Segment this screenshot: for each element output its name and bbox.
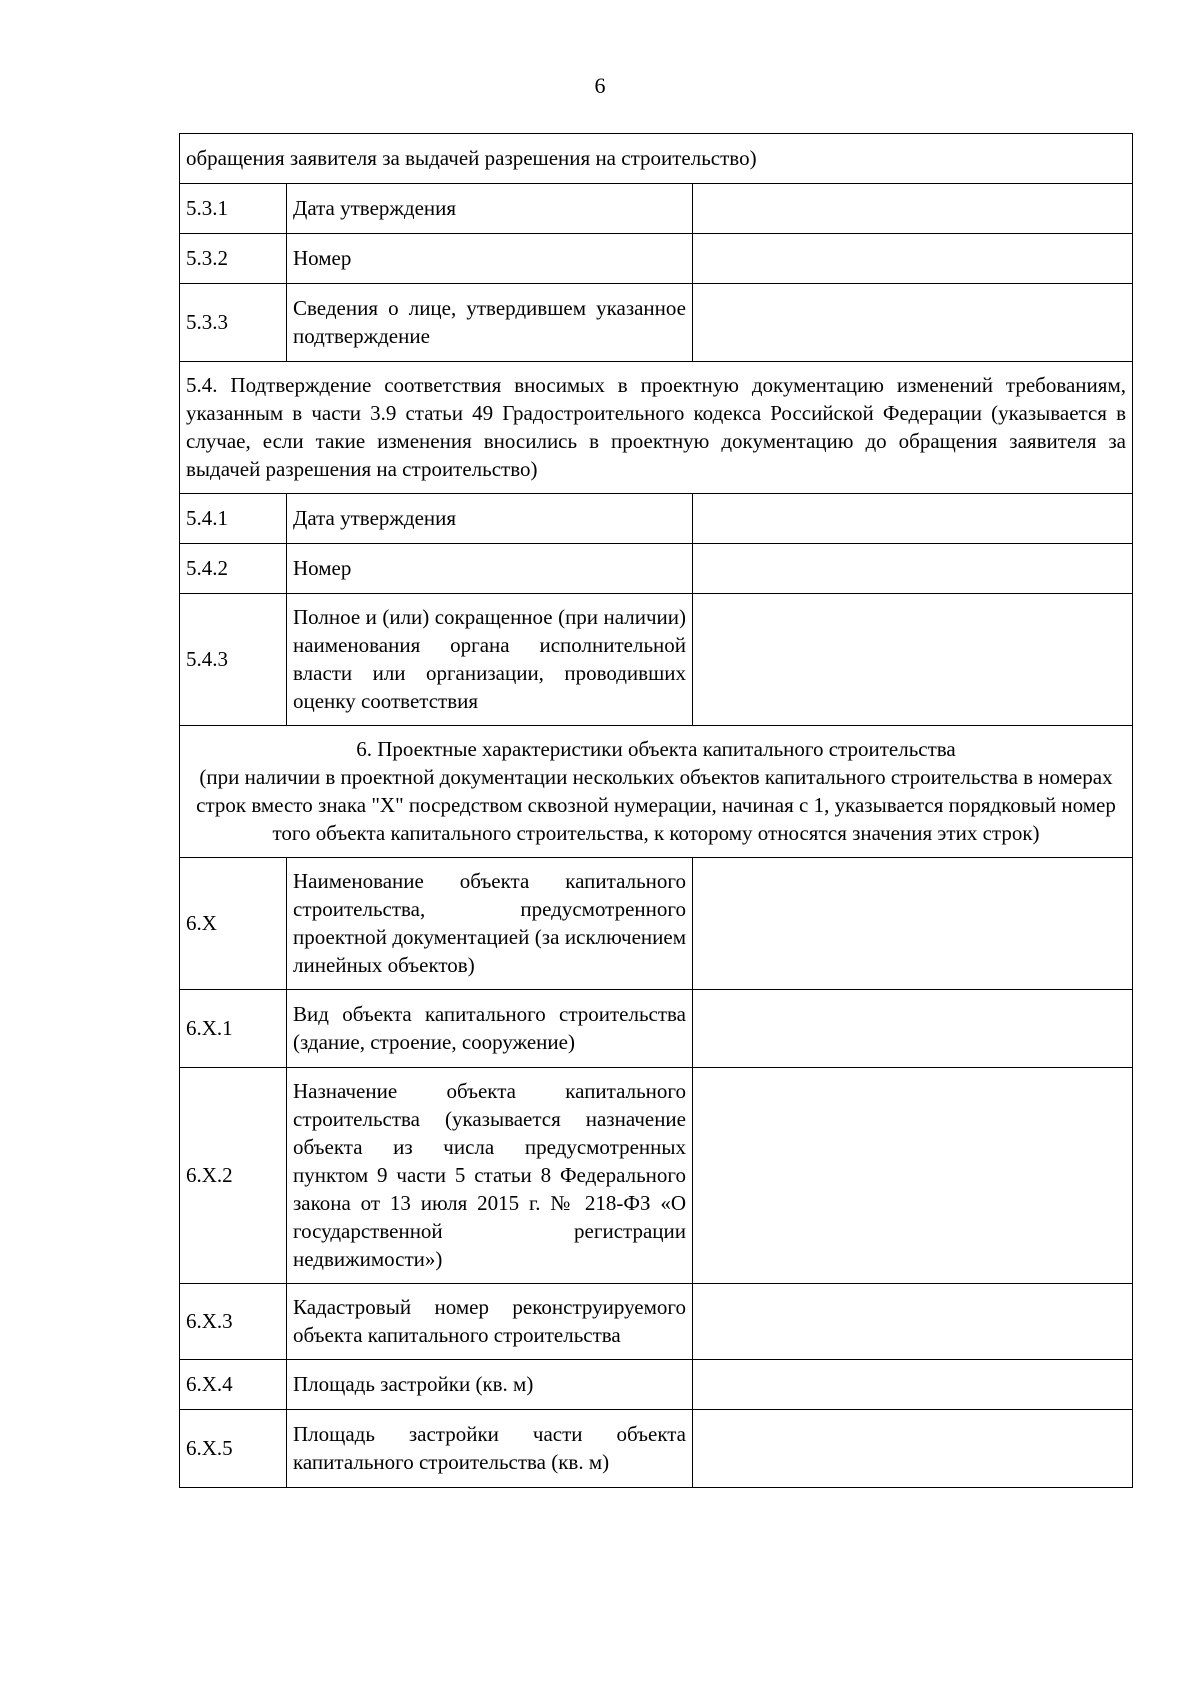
table-row — [180, 544, 1133, 594]
row-number: 6.X.1 — [180, 990, 287, 1068]
row-label: Полное и (или) сокращенное (при наличии) наименования органа исполнительной власти или организации, проводивших оценку соответствия — [287, 594, 693, 726]
row-value-cell[interactable] — [693, 234, 1133, 284]
page-number: 6 — [594, 73, 606, 98]
row-number: 6.X.4 — [180, 1360, 287, 1410]
table-row — [180, 990, 1133, 1068]
row-label: Сведения о лице, утвердившем указанное подтверждение — [287, 284, 693, 362]
table-row — [180, 494, 1133, 544]
table-row — [180, 858, 1133, 990]
table-row — [180, 234, 1133, 284]
row-label: Вид объекта капитального строительства (здание, строение, сооружение) — [287, 990, 693, 1068]
table-row — [180, 1068, 1133, 1284]
table-row — [180, 594, 1133, 726]
row-value-cell[interactable] — [693, 1360, 1133, 1410]
row-label: Номер — [287, 234, 693, 284]
row-label: Наименование объекта капитального строительства, предусмотренного проектной документацией (за исключением линейных объектов) — [287, 858, 693, 990]
row-number: 6.X.5 — [180, 1410, 287, 1488]
row-label: Кадастровый номер реконструируемого объекта капитального строительства — [287, 1284, 693, 1360]
section-6-heading — [180, 726, 1133, 858]
row-number: 5.4.3 — [180, 594, 287, 726]
row-value-cell[interactable] — [693, 1068, 1133, 1284]
row-number: 6.X.3 — [180, 1284, 287, 1360]
section-5-3-tail-text: обращения заявителя за выдачей разрешения на строительство) — [180, 134, 1133, 184]
row-value-cell[interactable] — [693, 1410, 1133, 1488]
row-number: 5.4.2 — [180, 544, 287, 594]
table-row — [180, 1410, 1133, 1488]
section-6-note: (при наличии в проектной документации нескольких объектов капитального строительства в номерах строк вместо знака "X" посредством сквозной нумерации, начиная с 1, указывается порядковый номер того объекта капитального строительства, к которому относятся значения этих строк) — [196, 765, 1116, 845]
row-label: Дата утверждения — [287, 494, 693, 544]
table-row — [180, 1360, 1133, 1410]
section-6-header-row — [180, 726, 1133, 858]
row-value-cell[interactable] — [693, 858, 1133, 990]
row-label: Номер — [287, 544, 693, 594]
row-number: 5.3.2 — [180, 234, 287, 284]
row-number: 6.X.2 — [180, 1068, 287, 1284]
section-5-4-heading: 5.4. Подтверждение соответствия вносимых в проектную документацию изменений требованиям, указанным в части 3.9 статьи 49 Градостроительного кодекса Российской Федерации (указывается в случае, если такие изменения вносились в проектную документацию до обращения заявителя за выдачей разрешения на строительство) — [180, 362, 1133, 494]
table-row — [180, 284, 1133, 362]
row-label: Дата утверждения — [287, 184, 693, 234]
row-number: 5.3.1 — [180, 184, 287, 234]
row-value-cell[interactable] — [693, 594, 1133, 726]
row-value-cell[interactable] — [693, 1284, 1133, 1360]
row-value-cell[interactable] — [693, 284, 1133, 362]
section-5-3-tail-row — [180, 134, 1133, 184]
permit-application-table — [179, 133, 1133, 1488]
row-number: 5.3.3 — [180, 284, 287, 362]
row-number: 6.X — [180, 858, 287, 990]
row-label: Назначение объекта капитального строительства (указывается назначение объекта из числа предусмотренных пунктом 9 части 5 статьи 8 Федерального закона от 13 июля 2015 г. № 218-ФЗ «О государственной регистрации недвижимости») — [287, 1068, 693, 1284]
table-row — [180, 184, 1133, 234]
section-5-4-header-row — [180, 362, 1133, 494]
row-value-cell[interactable] — [693, 990, 1133, 1068]
section-6-title: 6. Проектные характеристики объекта капитального строительства — [356, 737, 956, 761]
row-value-cell[interactable] — [693, 544, 1133, 594]
row-value-cell[interactable] — [693, 184, 1133, 234]
row-number: 5.4.1 — [180, 494, 287, 544]
row-label: Площадь застройки части объекта капитального строительства (кв. м) — [287, 1410, 693, 1488]
row-label: Площадь застройки (кв. м) — [287, 1360, 693, 1410]
table-row — [180, 1284, 1133, 1360]
row-value-cell[interactable] — [693, 494, 1133, 544]
